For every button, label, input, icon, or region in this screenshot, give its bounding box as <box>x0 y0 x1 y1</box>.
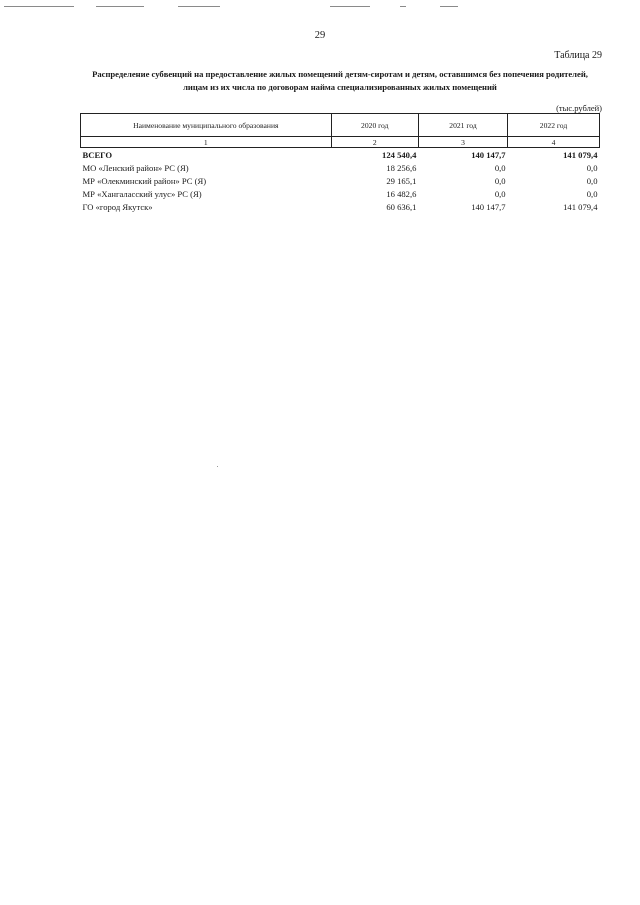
value-2020: 60 636,1 <box>386 201 417 212</box>
municipality-name: ГО «город Якутск» <box>82 201 153 212</box>
value-2020: 29 165,1 <box>386 175 417 186</box>
header-2020: 2020 год <box>331 114 418 137</box>
scan-header-artifacts <box>0 0 640 12</box>
municipality-name: МР «Олекминский район» РС (Я) <box>82 175 207 186</box>
header-row <box>81 114 600 137</box>
header-municipality: Наименование муниципального образования <box>81 114 332 137</box>
municipality-name: МР «Хангаласский улус» РС (Я) <box>82 188 202 199</box>
document-title: Распределение субвенций на предоставление жилых помещений детям-сиротам и детям, оставшимся без попечения родителей, лицам из их числа по договорам найма специализированных жилых помещений <box>92 69 588 92</box>
value-2020: 18 256,6 <box>386 162 417 173</box>
value-2021: 140 147,7 <box>471 201 506 212</box>
value-2021: 0,0 <box>494 162 506 173</box>
municipality-name: МО «Ленский район» РС (Я) <box>82 162 189 173</box>
total-row <box>81 148 600 162</box>
column-number-2: 2 <box>331 137 418 148</box>
table-row <box>81 161 600 174</box>
scan-speck <box>217 466 218 467</box>
value-2022: 141 079,4 <box>563 201 598 212</box>
total-label: ВСЕГО <box>82 149 113 160</box>
column-number-4: 4 <box>508 137 600 148</box>
subsidies-table <box>80 113 600 213</box>
total-2020: 124 540,4 <box>382 149 417 160</box>
total-2022: 141 079,4 <box>563 149 598 160</box>
header-2021: 2021 год <box>418 114 507 137</box>
header-2022: 2022 год <box>508 114 600 137</box>
value-2021: 0,0 <box>494 188 506 199</box>
total-2021: 140 147,7 <box>471 149 506 160</box>
column-number-1: 1 <box>81 137 332 148</box>
value-2021: 0,0 <box>494 175 506 186</box>
value-2022: 0,0 <box>586 162 598 173</box>
table-number: Таблица 29 <box>554 50 602 61</box>
column-number-row <box>81 137 600 148</box>
table-row <box>81 200 600 213</box>
value-2022: 0,0 <box>586 175 598 186</box>
value-2022: 0,0 <box>586 188 598 199</box>
unit-note: (тыс.рублей) <box>556 103 602 113</box>
table-row <box>81 174 600 187</box>
column-number-3: 3 <box>418 137 507 148</box>
table-row <box>81 187 600 200</box>
value-2020: 16 482,6 <box>386 188 417 199</box>
page-number: 29 <box>314 30 326 41</box>
